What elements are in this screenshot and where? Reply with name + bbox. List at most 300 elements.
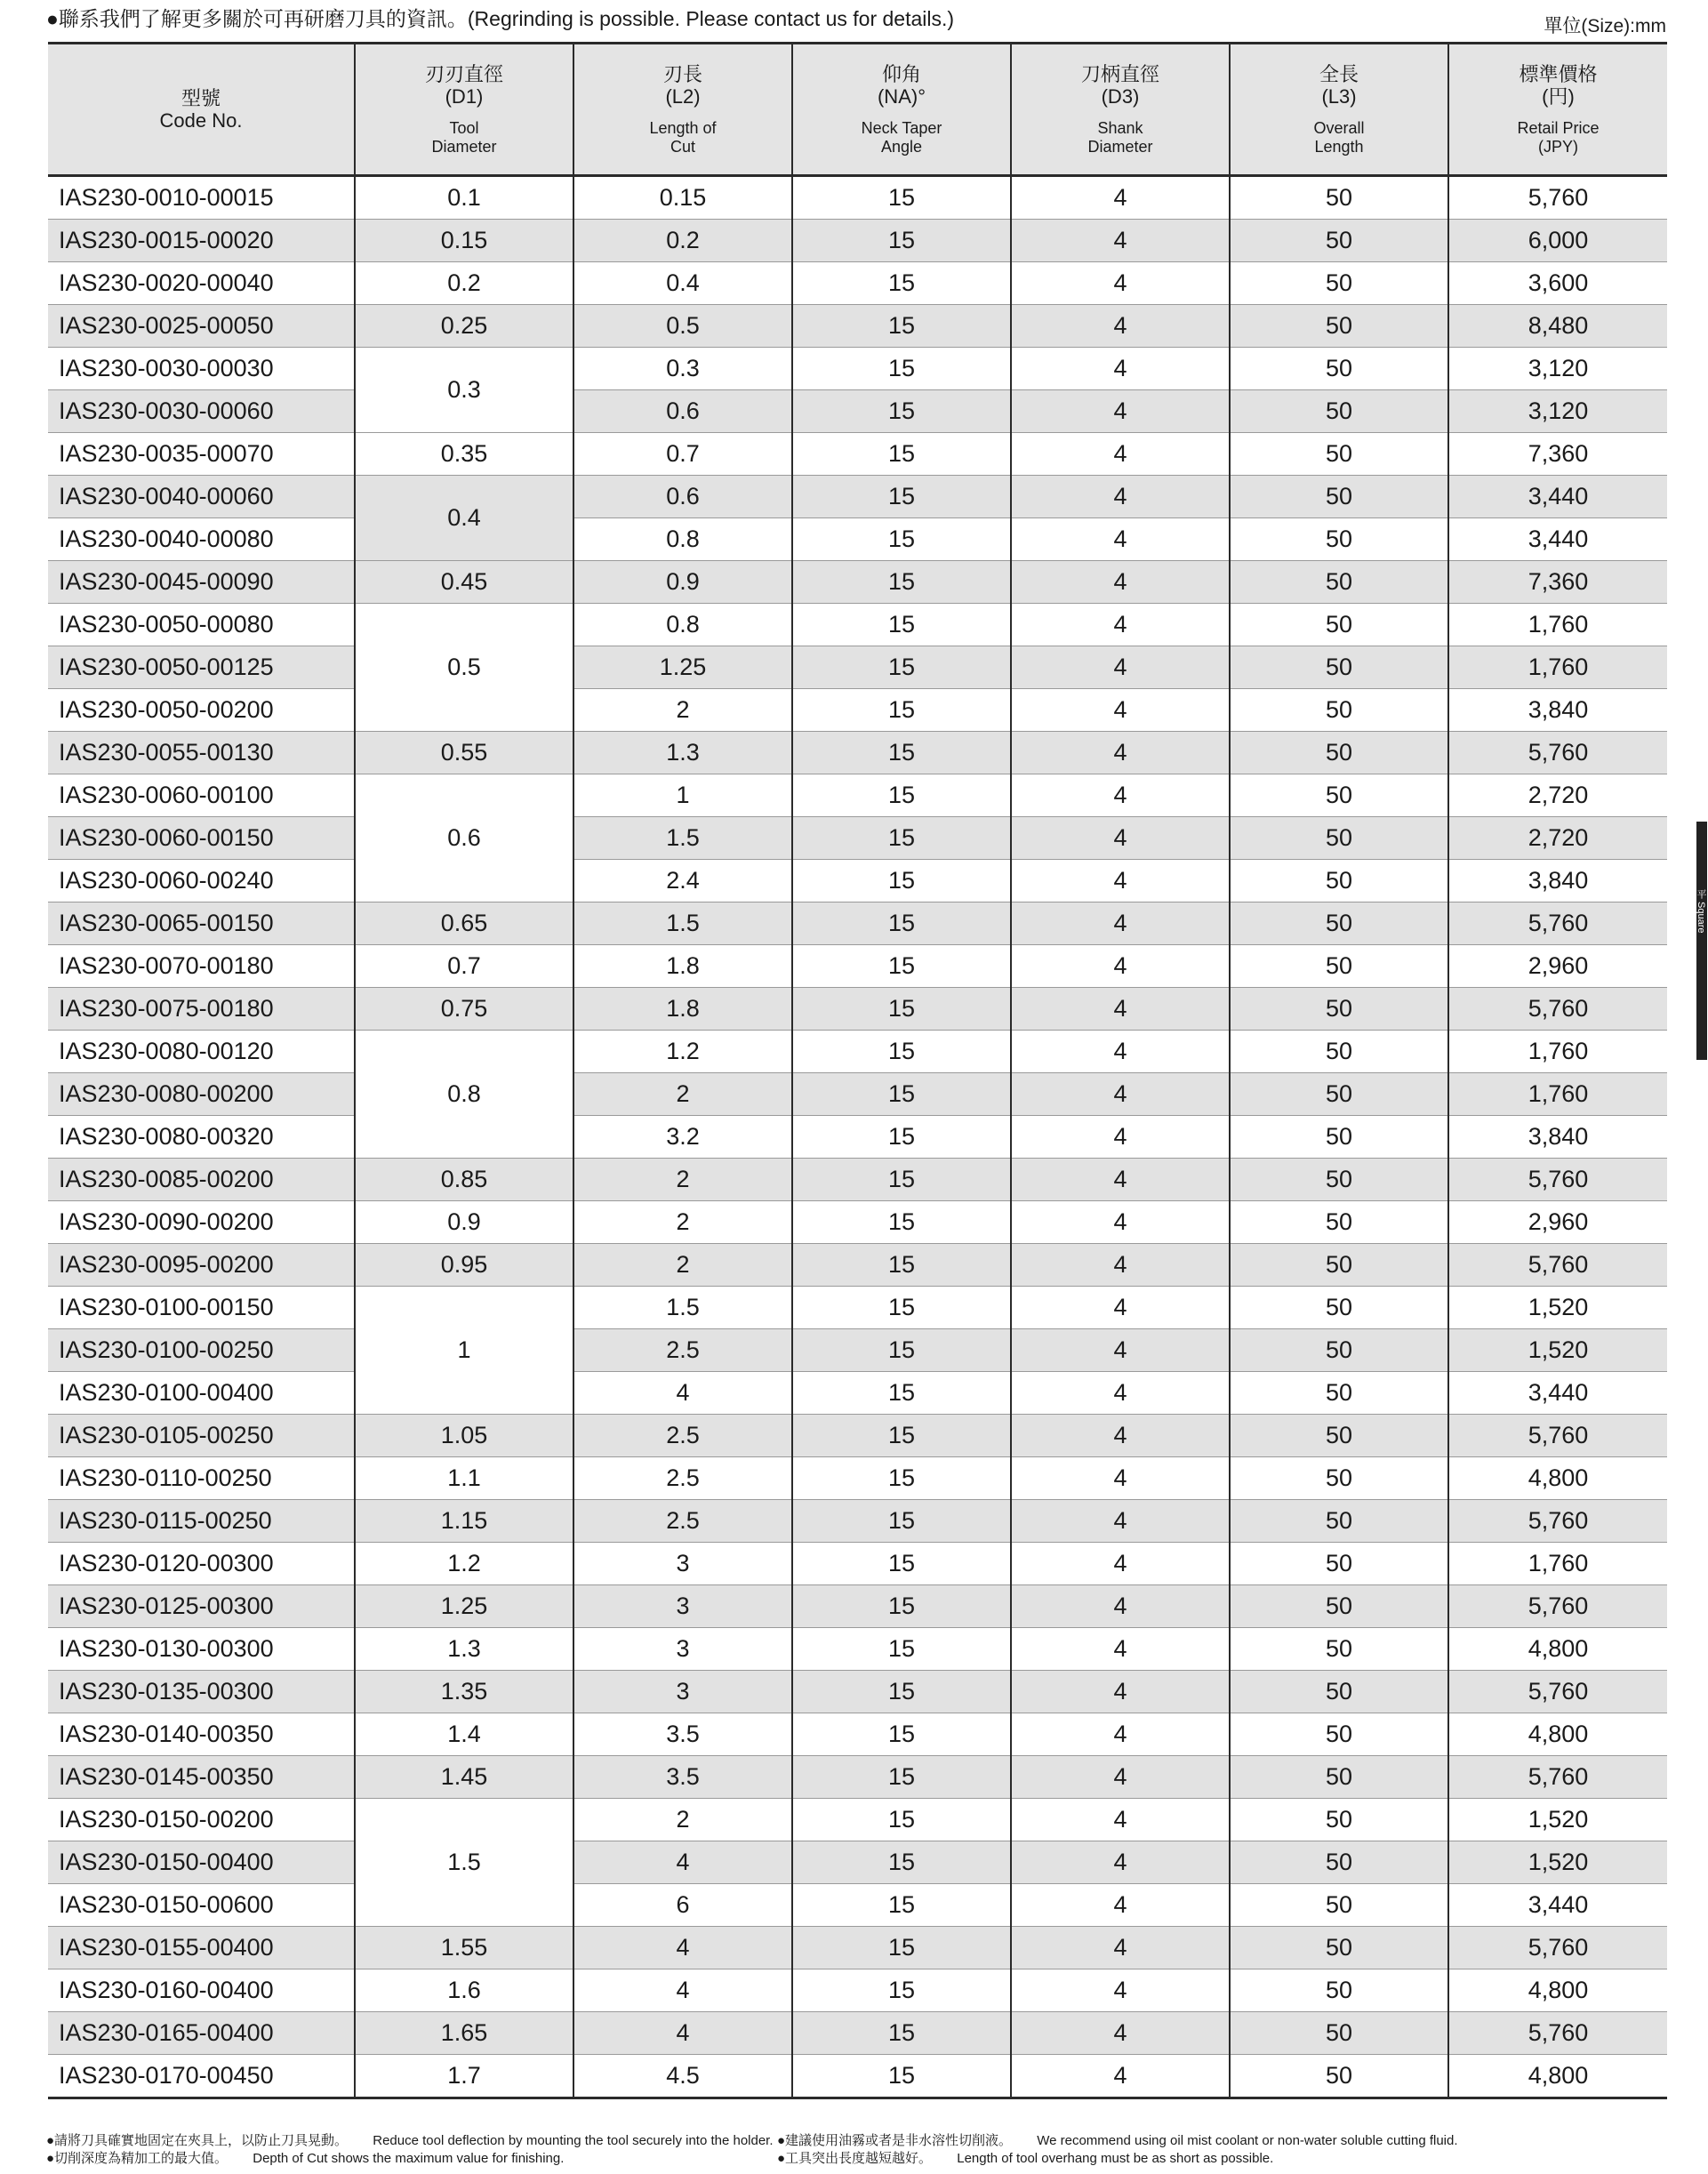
table-row [48,305,1667,348]
cell-code: IAS230-0105-00250 [48,1415,355,1457]
table-row [48,1927,1667,1969]
cell-code: IAS230-0170-00450 [48,2055,355,2098]
column-header [1011,44,1230,176]
cell-d3: 4 [1011,390,1230,433]
cell-na: 15 [792,2012,1011,2055]
table-row [48,1628,1667,1671]
cell-code: IAS230-0100-00150 [48,1287,355,1329]
cell-price: 5,760 [1448,988,1667,1031]
cell-l2: 1.2 [573,1031,792,1073]
cell-d3: 4 [1011,1372,1230,1415]
cell-d3: 4 [1011,945,1230,988]
table-row [48,1713,1667,1756]
cell-l3: 50 [1230,1756,1448,1799]
cell-price: 1,760 [1448,604,1667,646]
table-row [48,176,1667,220]
cell-code: IAS230-0090-00200 [48,1201,355,1244]
cell-d3: 4 [1011,860,1230,902]
cell-na: 15 [792,1031,1011,1073]
cell-code: IAS230-0135-00300 [48,1671,355,1713]
cell-na: 15 [792,1927,1011,1969]
cell-code: IAS230-0110-00250 [48,1457,355,1500]
cell-na: 15 [792,1329,1011,1372]
column-header-sub2: Angle [880,137,923,156]
column-header [573,44,792,176]
cell-d1: 1.65 [355,2012,573,2055]
cell-d3: 4 [1011,774,1230,817]
cell-price: 3,120 [1448,390,1667,433]
table-row [48,1244,1667,1287]
cell-l3: 50 [1230,1841,1448,1884]
cell-l3: 50 [1230,1543,1448,1585]
cell-d1: 0.1 [355,176,573,220]
table-row [48,476,1667,518]
cell-d3: 4 [1011,2012,1230,2055]
cell-l3: 50 [1230,1671,1448,1713]
cell-na: 15 [792,1756,1011,1799]
cell-code: IAS230-0100-00250 [48,1329,355,1372]
table-row [48,732,1667,774]
cell-na: 15 [792,176,1011,220]
cell-l3: 50 [1230,305,1448,348]
cell-d3: 4 [1011,433,1230,476]
cell-d3: 4 [1011,817,1230,860]
cell-price: 4,800 [1448,1628,1667,1671]
table-row [48,646,1667,689]
table-row [48,604,1667,646]
cell-l3: 50 [1230,902,1448,945]
cell-l2: 4 [573,1372,792,1415]
spec-table-header [48,44,1667,176]
cell-price: 3,600 [1448,262,1667,305]
note-zh: ●切削深度為精加工的最大值。 [46,2151,229,2166]
table-row [48,1543,1667,1585]
table-row [48,902,1667,945]
cell-na: 15 [792,1884,1011,1927]
cell-l3: 50 [1230,476,1448,518]
cell-l3: 50 [1230,1969,1448,2012]
cell-d3: 4 [1011,1713,1230,1756]
table-row [48,1585,1667,1628]
cell-code: IAS230-0150-00200 [48,1799,355,1841]
cell-d3: 4 [1011,646,1230,689]
cell-price: 3,440 [1448,476,1667,518]
cell-l2: 1.5 [573,902,792,945]
cell-code: IAS230-0120-00300 [48,1543,355,1585]
cell-na: 15 [792,1628,1011,1671]
cell-na: 15 [792,860,1011,902]
cell-l3: 50 [1230,1329,1448,1372]
cell-l2: 2.4 [573,860,792,902]
column-header-sub: Length of [649,118,717,137]
cell-code: IAS230-0015-00020 [48,220,355,262]
cell-na: 15 [792,561,1011,604]
column-header-main2: (L3) [1321,84,1357,108]
cell-price: 3,440 [1448,1884,1667,1927]
cell-d1: 1.15 [355,1500,573,1543]
cell-l3: 50 [1230,1713,1448,1756]
cell-l3: 50 [1230,1372,1448,1415]
cell-price: 7,360 [1448,561,1667,604]
cell-na: 15 [792,646,1011,689]
cell-d3: 4 [1011,348,1230,390]
cell-code: IAS230-0065-00150 [48,902,355,945]
table-row [48,1031,1667,1073]
column-header-sub2: Diameter [1087,137,1153,156]
cell-price: 1,760 [1448,1073,1667,1116]
cell-d1: 1.4 [355,1713,573,1756]
cell-l2: 1.5 [573,817,792,860]
cell-d1: 1.45 [355,1756,573,1799]
column-header-sub: Tool [449,118,479,137]
cell-price: 5,760 [1448,1756,1667,1799]
cell-na: 15 [792,433,1011,476]
cell-l3: 50 [1230,2055,1448,2098]
cell-price: 3,840 [1448,689,1667,732]
table-row [48,561,1667,604]
cell-d1: 1.6 [355,1969,573,2012]
cell-price: 4,800 [1448,1969,1667,2012]
cell-price: 2,720 [1448,817,1667,860]
table-row [48,774,1667,817]
cell-d3: 4 [1011,689,1230,732]
column-header-main: 刃刃直徑 [424,62,503,85]
cell-d1: 0.45 [355,561,573,604]
table-row [48,1415,1667,1457]
cell-l2: 4 [573,1969,792,2012]
cell-d3: 4 [1011,1457,1230,1500]
cell-l2: 2 [573,689,792,732]
note-en: Depth of Cut shows the maximum value for finishing. [253,2151,565,2166]
table-row [48,860,1667,902]
table-row [48,262,1667,305]
table-row [48,689,1667,732]
cell-na: 15 [792,2055,1011,2098]
cell-d3: 4 [1011,902,1230,945]
cell-l2: 3 [573,1628,792,1671]
cell-d1: 0.25 [355,305,573,348]
cell-na: 15 [792,1799,1011,1841]
cell-d3: 4 [1011,1543,1230,1585]
cell-d3: 4 [1011,476,1230,518]
cell-price: 2,960 [1448,945,1667,988]
cell-d3: 4 [1011,1756,1230,1799]
cell-d1: 1.1 [355,1457,573,1500]
cell-price: 2,720 [1448,774,1667,817]
cell-l3: 50 [1230,1415,1448,1457]
cell-na: 15 [792,305,1011,348]
cell-l2: 4 [573,2012,792,2055]
cell-d3: 4 [1011,1116,1230,1159]
cell-d1: 1.05 [355,1415,573,1457]
cell-l2: 2 [573,1073,792,1116]
cell-price: 4,800 [1448,1713,1667,1756]
cell-na: 15 [792,1372,1011,1415]
cell-l3: 50 [1230,1159,1448,1201]
cell-code: IAS230-0130-00300 [48,1628,355,1671]
table-row [48,945,1667,988]
cell-l2: 0.2 [573,220,792,262]
cell-l2: 1.5 [573,1287,792,1329]
cell-price: 5,760 [1448,1415,1667,1457]
table-row [48,988,1667,1031]
column-header-sub2: Diameter [431,137,497,156]
table-row [48,1159,1667,1201]
table-row [48,1756,1667,1799]
cell-d3: 4 [1011,561,1230,604]
cell-na: 15 [792,1671,1011,1713]
cell-d1: 1.7 [355,2055,573,2098]
cell-na: 15 [792,518,1011,561]
cell-na: 15 [792,604,1011,646]
cell-l2: 4 [573,1841,792,1884]
table-row [48,1116,1667,1159]
cell-l2: 3 [573,1585,792,1628]
cell-code: IAS230-0150-00600 [48,1884,355,1927]
cell-price: 1,760 [1448,1543,1667,1585]
table-row [48,2012,1667,2055]
cell-l2: 0.15 [573,176,792,220]
section-side-tab-label: 平 Square [1696,889,1706,934]
table-row [48,1841,1667,1884]
cell-price: 5,760 [1448,2012,1667,2055]
cell-d1: 0.8 [355,1031,573,1159]
cell-na: 15 [792,1500,1011,1543]
cell-l2: 2 [573,1244,792,1287]
cell-na: 15 [792,1713,1011,1756]
cell-d3: 4 [1011,1287,1230,1329]
cell-d3: 4 [1011,1884,1230,1927]
cell-d3: 4 [1011,1244,1230,1287]
cell-l2: 0.6 [573,476,792,518]
cell-price: 8,480 [1448,305,1667,348]
cell-code: IAS230-0050-00125 [48,646,355,689]
cell-code: IAS230-0075-00180 [48,988,355,1031]
cell-na: 15 [792,1073,1011,1116]
cell-code: IAS230-0045-00090 [48,561,355,604]
cell-price: 3,440 [1448,518,1667,561]
cell-d3: 4 [1011,518,1230,561]
column-header-sub: Overall [1313,118,1365,137]
cell-na: 15 [792,348,1011,390]
cell-l2: 2.5 [573,1329,792,1372]
cell-price: 5,760 [1448,176,1667,220]
table-row [48,817,1667,860]
cell-price: 5,760 [1448,1244,1667,1287]
cell-code: IAS230-0150-00400 [48,1841,355,1884]
cell-d1: 0.15 [355,220,573,262]
cell-na: 15 [792,262,1011,305]
cell-d1: 1.55 [355,1927,573,1969]
cell-code: IAS230-0070-00180 [48,945,355,988]
cell-l3: 50 [1230,2012,1448,2055]
cell-d3: 4 [1011,176,1230,220]
column-header-main: 仰角 [881,62,921,85]
cell-l3: 50 [1230,1116,1448,1159]
cell-price: 1,520 [1448,1287,1667,1329]
cell-l2: 0.3 [573,348,792,390]
cell-l3: 50 [1230,433,1448,476]
cell-d3: 4 [1011,988,1230,1031]
cell-na: 15 [792,988,1011,1031]
cell-d3: 4 [1011,2055,1230,2098]
cell-l2: 1.8 [573,988,792,1031]
cell-l2: 3 [573,1543,792,1585]
cell-code: IAS230-0060-00150 [48,817,355,860]
cell-d1: 0.75 [355,988,573,1031]
cell-code: IAS230-0140-00350 [48,1713,355,1756]
cell-d1: 1 [355,1287,573,1415]
column-header-main2: (円) [1542,84,1575,108]
cell-price: 1,760 [1448,1031,1667,1073]
column-header-main2: Code No. [159,109,243,132]
cell-price: 5,760 [1448,732,1667,774]
cell-na: 15 [792,732,1011,774]
column-header-main: 刃長 [662,62,702,85]
cell-price: 3,840 [1448,860,1667,902]
cell-d1: 0.2 [355,262,573,305]
cell-price: 4,800 [1448,1457,1667,1500]
column-header-sub: Retail Price [1517,118,1600,137]
cell-d1: 0.5 [355,604,573,732]
column-header-main2: (NA)° [877,84,926,108]
cell-d3: 4 [1011,1415,1230,1457]
cell-d3: 4 [1011,604,1230,646]
cell-code: IAS230-0010-00015 [48,176,355,220]
cell-l2: 3.2 [573,1116,792,1159]
cell-price: 6,000 [1448,220,1667,262]
table-row [48,1201,1667,1244]
cell-d1: 1.3 [355,1628,573,1671]
cell-l2: 2 [573,1201,792,1244]
cell-l2: 0.8 [573,518,792,561]
cell-l3: 50 [1230,1287,1448,1329]
cell-l3: 50 [1230,1073,1448,1116]
column-header-main2: (D1) [445,84,484,108]
cell-l2: 0.6 [573,390,792,433]
cell-l2: 2.5 [573,1415,792,1457]
cell-d1: 0.3 [355,348,573,433]
column-header-main: 刀柄直徑 [1080,62,1159,85]
table-row [48,1073,1667,1116]
cell-price: 5,760 [1448,1159,1667,1201]
column-header-sub2: Length [1314,137,1364,156]
table-row [48,1500,1667,1543]
cell-l3: 50 [1230,817,1448,860]
unit-label: 單位(Size):mm [1544,16,1666,36]
table-row [48,220,1667,262]
cell-code: IAS230-0160-00400 [48,1969,355,2012]
cell-d1: 0.55 [355,732,573,774]
note-item [777,2132,1458,2150]
column-header-main: 標準價格 [1519,62,1598,85]
cell-l2: 6 [573,1884,792,1927]
column-header [48,44,355,176]
cell-d1: 1.5 [355,1799,573,1927]
cell-code: IAS230-0085-00200 [48,1159,355,1201]
cell-d3: 4 [1011,305,1230,348]
cell-na: 15 [792,1201,1011,1244]
cell-d3: 4 [1011,1671,1230,1713]
note-zh: ●建議使用油霧或者是非水溶性切削液。 [777,2133,1013,2148]
cell-price: 1,520 [1448,1329,1667,1372]
cell-na: 15 [792,1543,1011,1585]
cell-l3: 50 [1230,604,1448,646]
cell-d1: 0.7 [355,945,573,988]
cell-d3: 4 [1011,1159,1230,1201]
cell-price: 5,760 [1448,1927,1667,1969]
cell-code: IAS230-0100-00400 [48,1372,355,1415]
cell-d1: 0.65 [355,902,573,945]
cell-d3: 4 [1011,732,1230,774]
cell-code: IAS230-0080-00120 [48,1031,355,1073]
cell-l2: 2 [573,1159,792,1201]
cell-l2: 1.8 [573,945,792,988]
cell-na: 15 [792,1585,1011,1628]
cell-code: IAS230-0060-00100 [48,774,355,817]
cell-price: 2,960 [1448,1201,1667,1244]
table-row [48,348,1667,390]
cell-l3: 50 [1230,774,1448,817]
cell-na: 15 [792,1244,1011,1287]
cell-l3: 50 [1230,1457,1448,1500]
cell-code: IAS230-0030-00060 [48,390,355,433]
cell-d3: 4 [1011,262,1230,305]
cell-d1: 0.4 [355,476,573,561]
cell-na: 15 [792,774,1011,817]
cell-d3: 4 [1011,1628,1230,1671]
column-header-main2: (L2) [665,84,701,108]
cell-d1: 0.85 [355,1159,573,1201]
cell-l3: 50 [1230,689,1448,732]
cell-d1: 0.35 [355,433,573,476]
cell-l2: 2.5 [573,1457,792,1500]
cell-code: IAS230-0115-00250 [48,1500,355,1543]
table-row [48,1799,1667,1841]
cell-l3: 50 [1230,1500,1448,1543]
table-row [48,1287,1667,1329]
cell-l2: 3 [573,1671,792,1713]
cell-l2: 3.5 [573,1713,792,1756]
cell-price: 4,800 [1448,2055,1667,2098]
cell-code: IAS230-0035-00070 [48,433,355,476]
cell-l3: 50 [1230,988,1448,1031]
cell-l3: 50 [1230,1244,1448,1287]
column-header [355,44,573,176]
cell-price: 3,440 [1448,1372,1667,1415]
cell-price: 7,360 [1448,433,1667,476]
cell-code: IAS230-0080-00320 [48,1116,355,1159]
cell-d3: 4 [1011,1329,1230,1372]
cell-d3: 4 [1011,1585,1230,1628]
cell-d3: 4 [1011,1927,1230,1969]
cell-code: IAS230-0020-00040 [48,262,355,305]
cell-d1: 1.2 [355,1543,573,1585]
cell-l3: 50 [1230,1628,1448,1671]
cell-l3: 50 [1230,1031,1448,1073]
cell-l3: 50 [1230,220,1448,262]
cell-l2: 0.8 [573,604,792,646]
note-zh: ●工具突出長度越短越好。 [777,2151,933,2166]
cell-na: 15 [792,902,1011,945]
cell-price: 3,840 [1448,1116,1667,1159]
cell-price: 5,760 [1448,1585,1667,1628]
cell-l3: 50 [1230,1585,1448,1628]
cell-l3: 50 [1230,1927,1448,1969]
cell-l3: 50 [1230,732,1448,774]
cell-l2: 4.5 [573,2055,792,2098]
cell-na: 15 [792,1287,1011,1329]
